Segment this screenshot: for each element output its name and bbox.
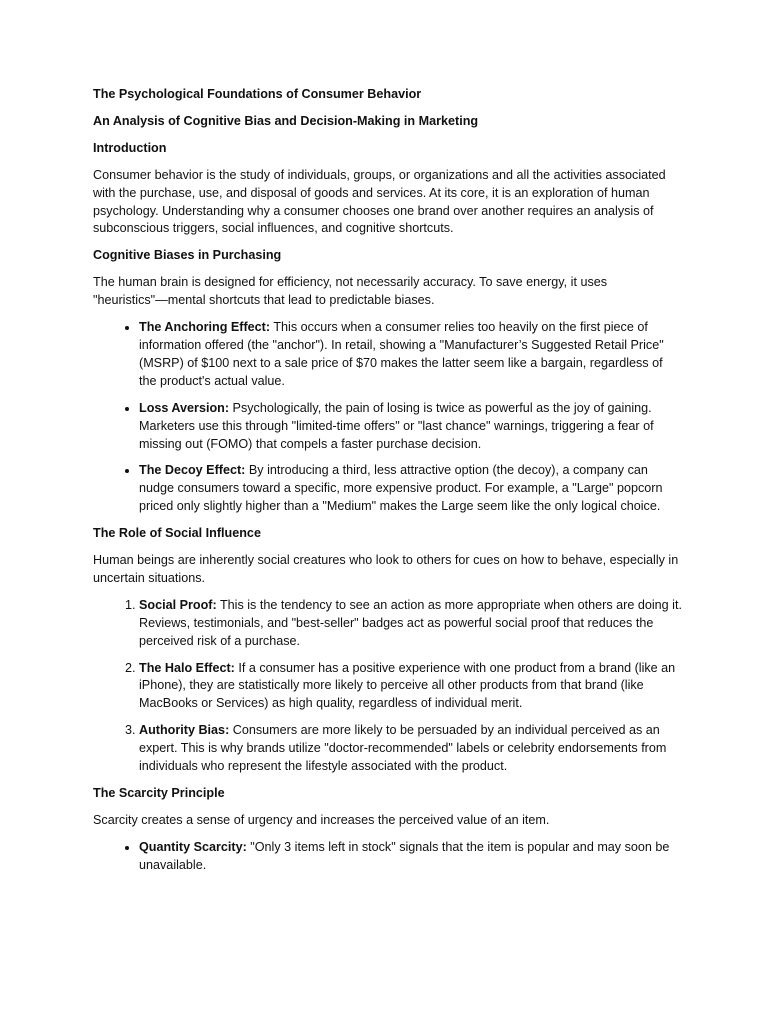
list-item-term: Loss Aversion: (139, 400, 230, 415)
list-item (139, 400, 683, 454)
section-heading-cognitive-biases: Cognitive Biases in Purchasing (93, 248, 282, 263)
list-item-term: Authority Bias: (139, 723, 230, 738)
list-item-text: "Only 3 items left in stock" signals that the item is popular and may soon be unavailable. (139, 839, 670, 872)
list-item (139, 660, 683, 714)
cognitive-biases-paragraph: The human brain is designed for efficiency, not necessarily accuracy. To save energy, it uses "heuristics"—mental shortcuts that lead to predictable biases. (93, 275, 608, 308)
list-item-term: The Decoy Effect: (139, 463, 246, 478)
list-item (139, 722, 683, 776)
list-item-text: This is the tendency to see an action as more appropriate when others are doing it. Reviews, testimonials, and "best-seller" badges act as powerful social proof that reduces the perceived risk of a purchase. (139, 597, 682, 648)
document-subtitle: An Analysis of Cognitive Bias and Decision-Making in Marketing (93, 113, 479, 128)
section-heading-introduction: Introduction (93, 140, 167, 155)
social-influence-paragraph: Human beings are inherently social creatures who look to others for cues on how to behave, especially in uncertain situations. (93, 553, 679, 585)
document-title: The Psychological Foundations of Consumer Behavior (93, 87, 422, 101)
list-item-text: Consumers are more likely to be persuaded by an individual perceived as an expert. This is why brands utilize "doctor-recommended" labels or celebrity endorsements from individuals who represent the lifestyle associated with the product. (139, 723, 667, 774)
list-item-term: Social Proof: (139, 597, 217, 612)
list-item-term: The Halo Effect: (139, 660, 235, 675)
list-item (139, 462, 683, 516)
section-heading-social-influence: The Role of Social Influence (93, 526, 261, 541)
list-item-term: Quantity Scarcity: (139, 839, 247, 854)
list-item-text: By introducing a third, less attractive option (the decoy), a company can nudge consumers toward a specific, more expensive product. For example, a "Large" popcorn priced only slightly higher than a "Medium" makes the Large seem like the only logical choice. (139, 463, 663, 514)
scarcity-paragraph: Scarcity creates a sense of urgency and increases the perceived value of an item. (93, 812, 550, 827)
list-item-text: This occurs when a consumer relies too heavily on the first piece of information offered (the "anchor"). In retail, showing a "Manufacturer’s Suggested Retail Price" (MSRP) of $100 next to a sale price of $70 makes the latter seem like a bargain, regardless of the product's actual value. (139, 320, 664, 388)
list-item-text: Psychologically, the pain of losing is twice as powerful as the joy of gaining. Marketers use this through "limited-time offers" or "last chance" warnings, triggering a fear of missing out (FOMO) that compels a faster purchase decision. (139, 400, 654, 451)
list-item-term: The Anchoring Effect: (139, 320, 271, 335)
introduction-paragraph: Consumer behavior is the study of individuals, groups, or organizations and all the activities associated with the purchase, use, and disposal of goods and services. At its core, it is an exploration of human psychology. Understanding why a consumer chooses one brand over another requires an analysis of subconscious triggers, social influences, and cognitive shortcuts. (93, 167, 666, 236)
social-influence-list (93, 597, 683, 776)
scarcity-list (93, 839, 683, 875)
list-item (139, 597, 683, 651)
section-heading-scarcity: The Scarcity Principle (93, 786, 225, 800)
list-item (139, 839, 683, 875)
document-page (93, 86, 683, 884)
list-item (139, 319, 683, 391)
list-item-text: If a consumer has a positive experience with one product from a brand (like an iPhone), they are statistically more likely to perceive all other products from that brand (like MacBooks or Services) as high quality, regardless of individual merit. (139, 660, 676, 711)
cognitive-biases-list (93, 319, 683, 516)
